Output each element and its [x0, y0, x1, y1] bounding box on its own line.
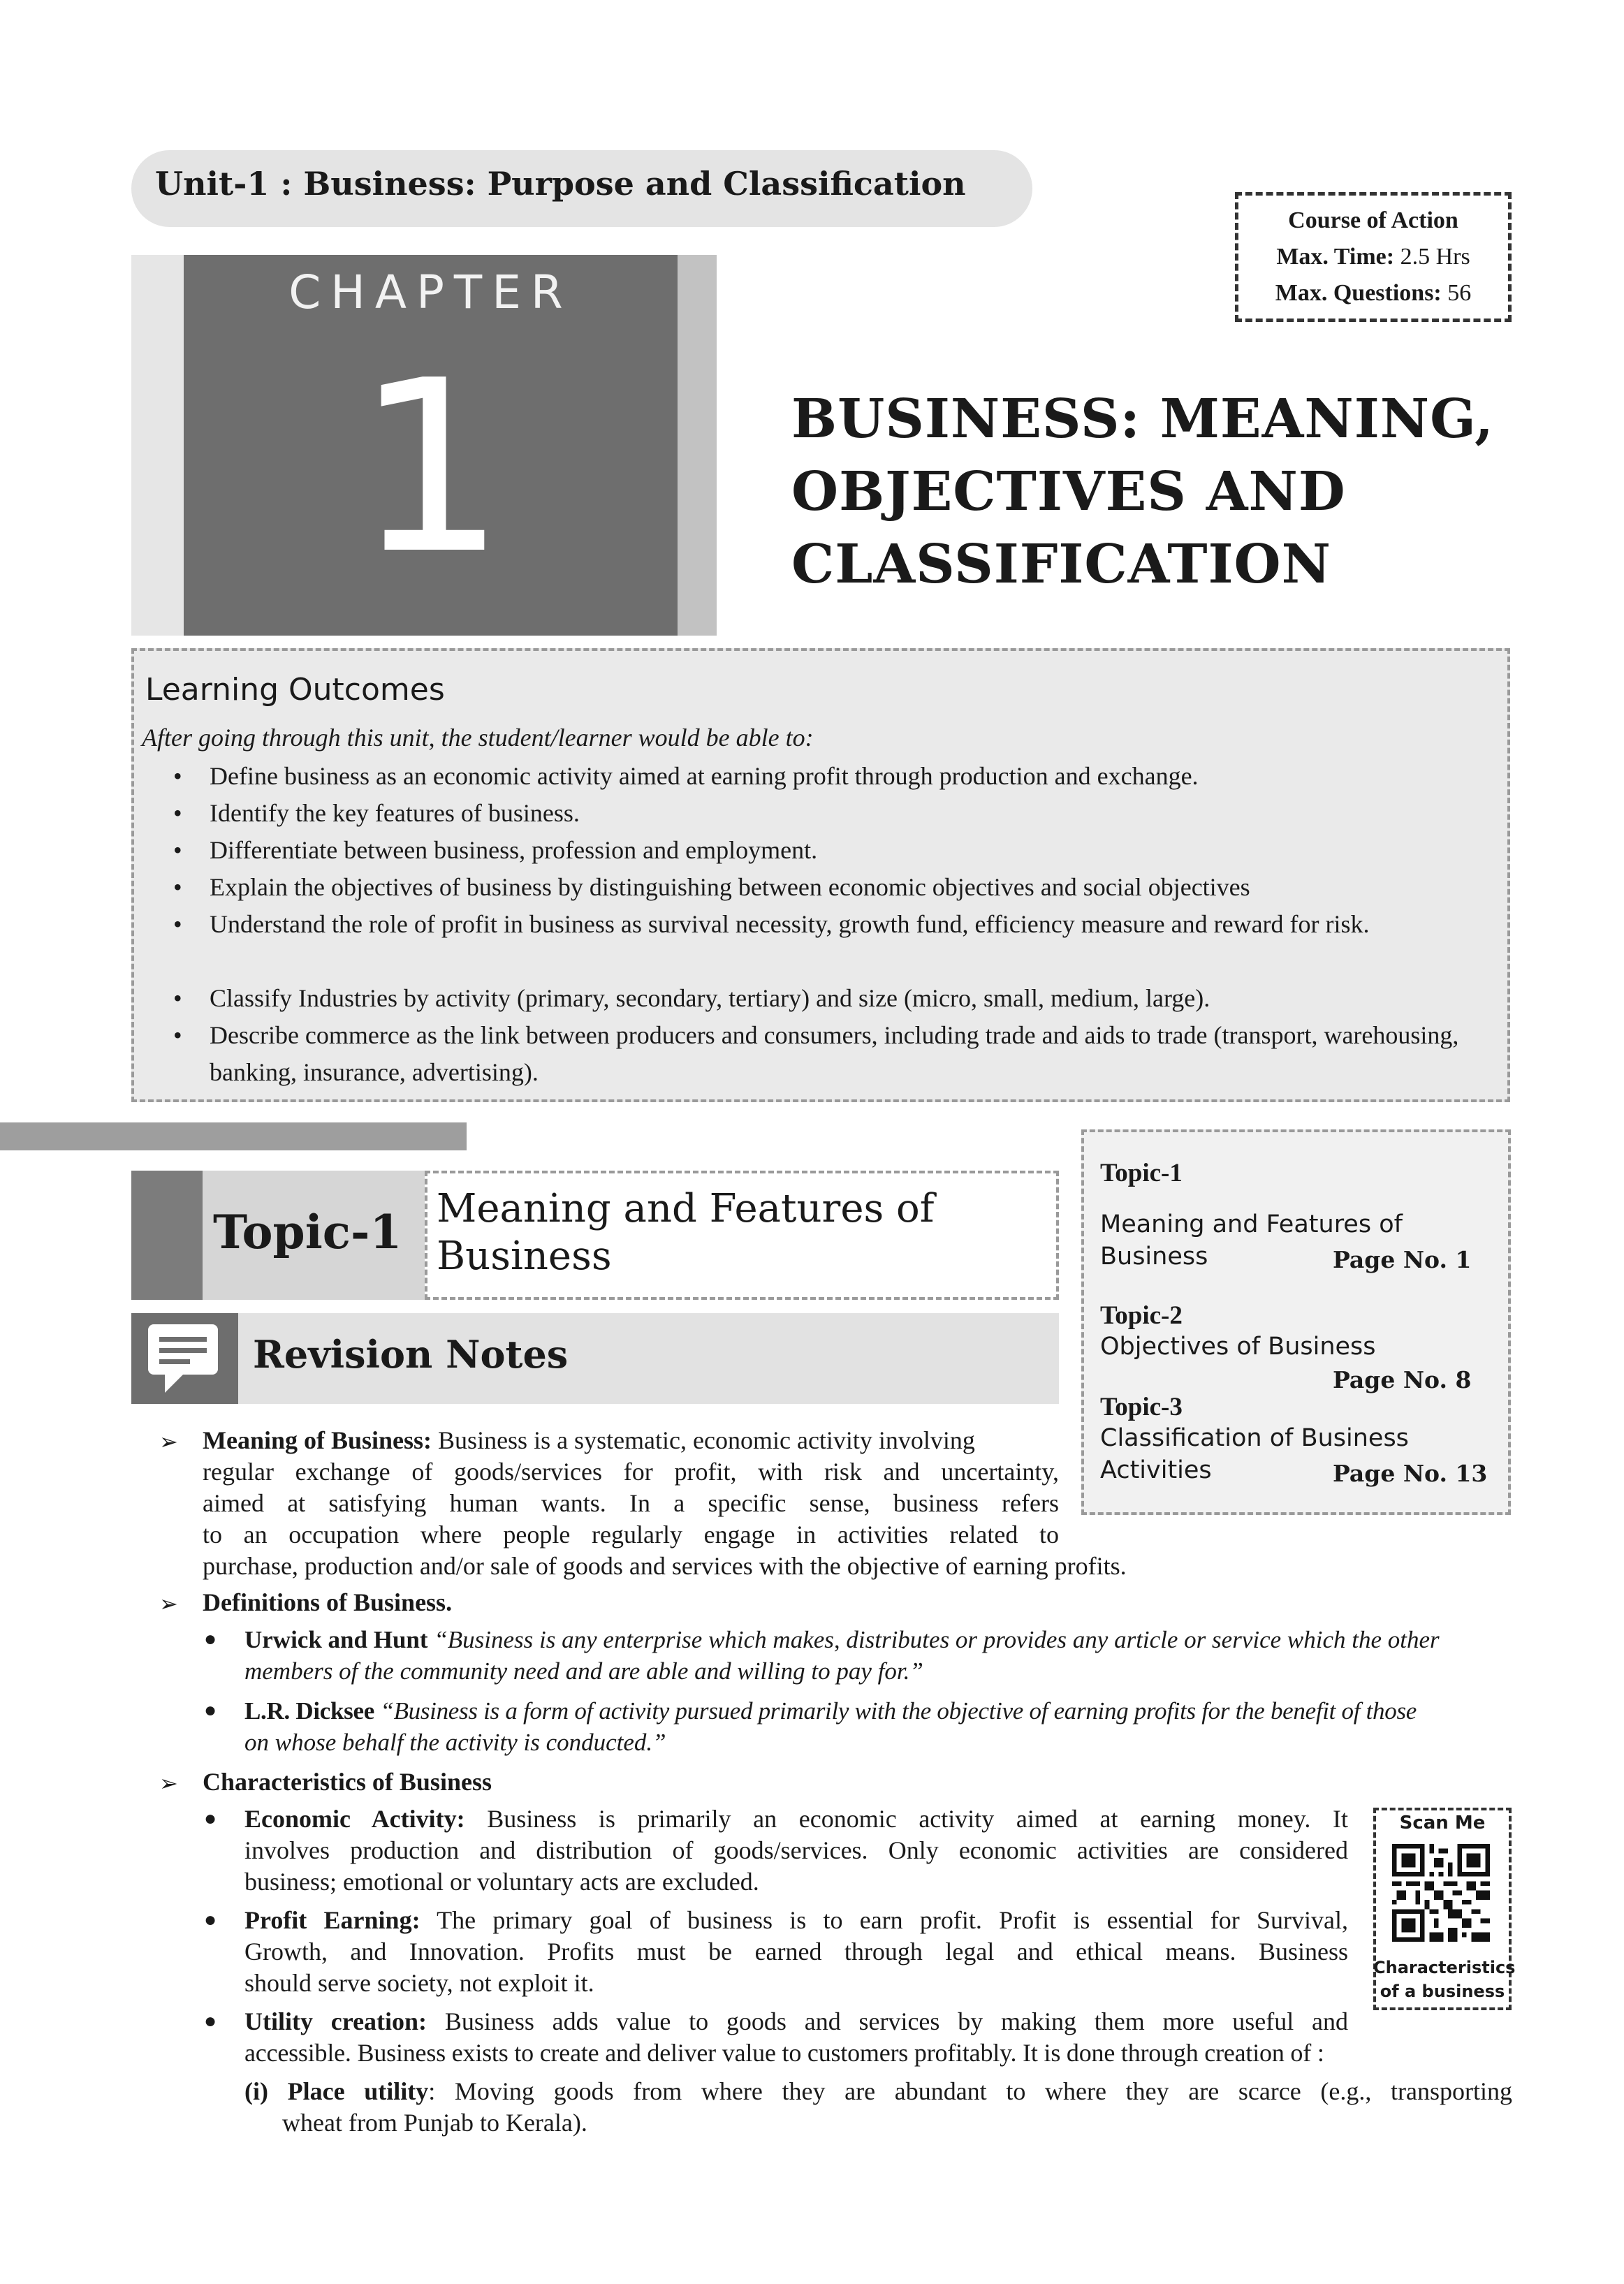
- topic-index-heading: Topic-3: [1100, 1393, 1183, 1421]
- chapter-block-accent: [678, 255, 717, 636]
- profit-earning-line: Growth, and Innovation. Profits must be earned through legal and ethical means. Business: [244, 1938, 1348, 1965]
- section-divider: [0, 1122, 467, 1150]
- chapter-title-line: CLASSIFICATION: [791, 533, 1331, 596]
- dot-bullet: ●: [204, 1908, 217, 1931]
- dot-bullet: ●: [204, 1627, 217, 1650]
- revision-notes-icon-box: [131, 1313, 238, 1404]
- topic-index-page: Page No. 13: [1333, 1460, 1488, 1487]
- definition-dicksee-cont: on whose behalf the activity is conducted.”: [244, 1729, 666, 1756]
- chapter-number: 1: [355, 330, 506, 606]
- scan-me-caption: [1373, 1956, 1516, 2003]
- learning-outcome-item: • Identify the key features of business.: [173, 799, 580, 827]
- definition-dicksee: L.R. Dicksee “Business is a form of activity pursued primarily with the objective of earning profits for the benefit of those: [244, 1697, 1417, 1725]
- meaning-line: Meaning of Business: Business is a systematic, economic activity involving: [203, 1426, 975, 1454]
- topic-index-title: Activities: [1100, 1456, 1212, 1484]
- learning-outcome-item: • Understand the role of profit in business as survival necessity, growth fund, efficiency measure and reward for risk.: [173, 910, 1370, 938]
- scan-caption-line: of a business: [1380, 1982, 1505, 2001]
- revision-notes-title: Revision Notes: [253, 1332, 569, 1377]
- profit-earning-line: should serve society, not exploit it.: [244, 1969, 594, 1997]
- learning-outcome-item: • Define business as an economic activity aimed at earning profit through production and exchange.: [173, 762, 1199, 790]
- utility-creation-line: accessible. Business exists to create and deliver value to customers profitably. It is done through creation of :: [244, 2039, 1324, 2067]
- max-questions: Max. Questions: 56: [1275, 280, 1472, 306]
- place-utility-line: (i) Place utility: Moving goods from where they are abundant to where they are scarce (e.g., transporting: [244, 2077, 1512, 2105]
- topic-index-heading: Topic-2: [1100, 1301, 1183, 1330]
- arrow-bullet: ➢: [159, 1771, 178, 1796]
- economic-activity-line: involves production and distribution of goods/services. Only economic activities are considered: [244, 1836, 1348, 1864]
- max-time: Max. Time: 2.5 Hrs: [1276, 244, 1470, 270]
- topic-title-line: Business: [437, 1233, 612, 1279]
- place-utility-line: wheat from Punjab to Kerala).: [282, 2109, 587, 2137]
- profit-earning-line: Profit Earning: The primary goal of business is to earn profit. Profit is essential for Survival,: [244, 1906, 1348, 1934]
- course-heading: Course of Action: [1288, 207, 1458, 233]
- meaning-line: regular exchange of goods/services for profit, with risk and uncertainty,: [203, 1458, 1059, 1486]
- chapter-title-line: BUSINESS: MEANING,: [791, 388, 1494, 451]
- learning-outcomes-intro: After going through this unit, the student/learner would be able to:: [142, 724, 814, 752]
- utility-creation-line: Utility creation: Business adds value to goods and services by making them more useful and: [244, 2007, 1348, 2035]
- chapter-word: CHAPTER: [288, 265, 573, 319]
- characteristics-heading: Characteristics of Business: [203, 1768, 492, 1796]
- meaning-line: to an occupation where people regularly engage in activities related to: [203, 1521, 1059, 1549]
- definition-urwick-cont: members of the community need and are able and willing to pay for.”: [244, 1657, 923, 1685]
- unit-title: Unit-1 : Business: Purpose and Classification: [155, 165, 966, 203]
- speech-bubble-icon: [131, 1313, 238, 1404]
- topic-index-page: Page No. 1: [1333, 1246, 1472, 1273]
- topic-index-title: Meaning and Features of: [1100, 1210, 1403, 1238]
- topic-title: [437, 1185, 934, 1280]
- economic-activity-line: business; emotional or voluntary acts are excluded.: [244, 1868, 759, 1896]
- learning-outcome-item: • Explain the objectives of business by distinguishing between economic objectives and social objectives: [173, 873, 1250, 901]
- topic-index-heading: Topic-1: [1100, 1159, 1183, 1187]
- topic-index-title: Classification of Business: [1100, 1424, 1409, 1452]
- definition-urwick: Urwick and Hunt “Business is any enterprise which makes, distributes or provides any article or service which the other: [244, 1626, 1440, 1653]
- learning-outcome-item: • Describe commerce as the link between producers and consumers, including trade and aids to trade (transport, warehousing, banking, insurance, advertising).: [173, 1021, 1459, 1086]
- scan-caption-line: Characteristics: [1373, 1958, 1516, 1977]
- topic-label: Topic-1: [213, 1205, 402, 1259]
- dot-bullet: ●: [204, 1807, 217, 1830]
- meaning-line: purchase, production and/or sale of goods and services with the objective of earning profits.: [203, 1552, 1127, 1580]
- meaning-line: aimed at satisfying human wants. In a specific sense, business refers: [203, 1489, 1059, 1517]
- topic-index-title: Business: [1100, 1243, 1208, 1271]
- definitions-heading: Definitions of Business.: [203, 1588, 453, 1616]
- chapter-title-line: OBJECTIVES AND: [791, 460, 1346, 523]
- course-of-action-box: [1235, 192, 1512, 322]
- topic-header-accent: [131, 1171, 203, 1300]
- scan-me-title: Scan Me: [1399, 1813, 1486, 1833]
- economic-activity-line: Economic Activity: Business is primarily an economic activity aimed at earning money. It: [244, 1805, 1348, 1833]
- arrow-bullet: ➢: [159, 1591, 178, 1616]
- learning-outcome-item: • Classify Industries by activity (primary, secondary, tertiary) and size (micro, small, medium, large).: [173, 984, 1210, 1012]
- learning-outcomes-heading: Learning Outcomes: [145, 672, 445, 708]
- learning-outcome-item: • Differentiate between business, profession and employment.: [173, 836, 818, 864]
- dot-bullet: ●: [204, 1699, 217, 1722]
- topic-index-title: Objectives of Business: [1100, 1333, 1376, 1361]
- arrow-bullet: ➢: [159, 1429, 178, 1454]
- dot-bullet: ●: [204, 2010, 217, 2033]
- topic-title-line: Meaning and Features of: [437, 1186, 935, 1231]
- topic-index-page: Page No. 8: [1333, 1366, 1472, 1393]
- qr-code-icon[interactable]: [1392, 1844, 1490, 1942]
- chapter-title: [791, 383, 1494, 601]
